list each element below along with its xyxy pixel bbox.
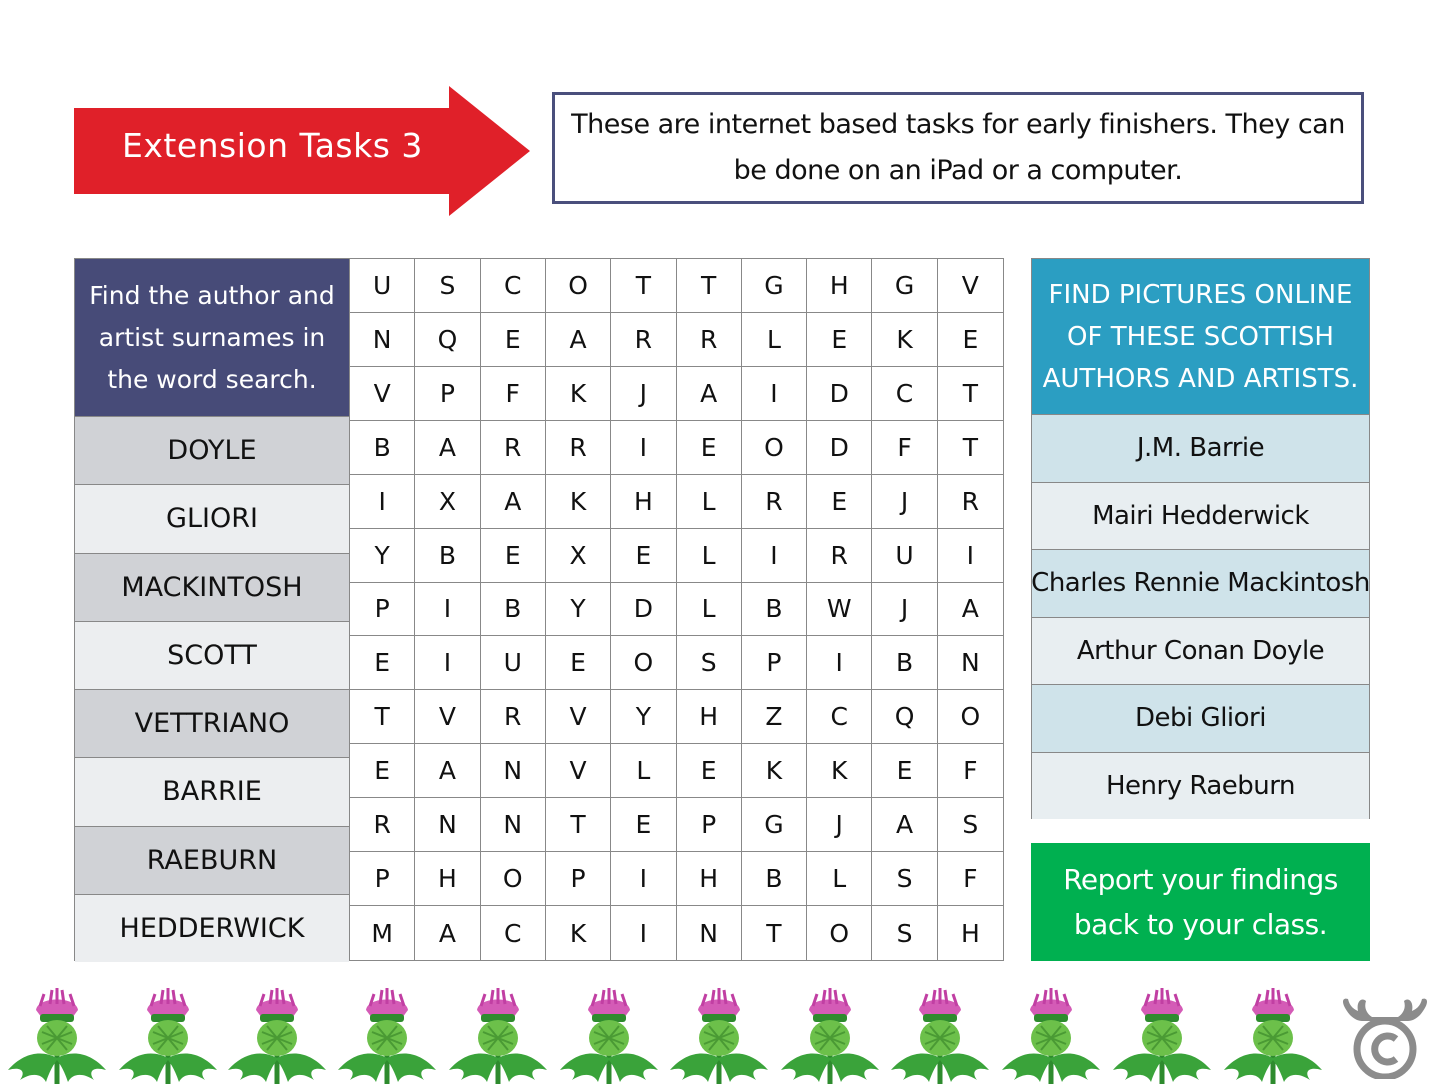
grid-cell: E <box>677 744 742 798</box>
person-name: J.M. Barrie <box>1032 414 1369 482</box>
extension-tasks-arrow <box>74 86 530 216</box>
person-name: Charles Rennie Mackintosh <box>1032 549 1369 617</box>
grid-cell: T <box>546 798 611 852</box>
grid-cell: T <box>611 259 676 313</box>
grid-cell: R <box>481 690 546 744</box>
grid-cell: V <box>350 367 415 421</box>
grid-cell: L <box>677 475 742 529</box>
grid-cell: I <box>742 529 807 583</box>
grid-cell: P <box>742 636 807 690</box>
grid-cell: E <box>350 636 415 690</box>
grid-cell: B <box>872 636 937 690</box>
grid-cell: Q <box>415 313 480 367</box>
grid-cell: O <box>742 421 807 475</box>
grid-cell: E <box>938 313 1003 367</box>
grid-cell: F <box>938 852 1003 906</box>
grid-cell: X <box>546 529 611 583</box>
grid-cell: Y <box>546 583 611 637</box>
grid-cell: N <box>938 636 1003 690</box>
grid-cell: N <box>677 906 742 960</box>
grid-cell: C <box>481 906 546 960</box>
grid-cell: D <box>807 421 872 475</box>
word-list-item: RAEBURN <box>75 826 349 894</box>
grid-cell: K <box>872 313 937 367</box>
grid-cell: J <box>807 798 872 852</box>
grid-cell: K <box>546 367 611 421</box>
thistle-icon <box>554 988 664 1084</box>
grid-cell: A <box>415 906 480 960</box>
grid-cell: E <box>611 798 676 852</box>
grid-cell: O <box>807 906 872 960</box>
info-text: These are internet based tasks for early finishers. They can be done on an iPad or a computer. <box>571 109 1345 186</box>
grid-cell: H <box>677 690 742 744</box>
word-list-item: GLIORI <box>75 484 349 552</box>
grid-cell: B <box>742 583 807 637</box>
thistle-icon <box>443 988 553 1084</box>
word-list-heading: Find the author and artist surnames in the word search. <box>75 259 349 416</box>
word-list-item: BARRIE <box>75 757 349 825</box>
grid-cell: I <box>742 367 807 421</box>
grid-cell: F <box>481 367 546 421</box>
grid-cell: G <box>872 259 937 313</box>
grid-cell: A <box>415 421 480 475</box>
grid-cell: C <box>872 367 937 421</box>
grid-cell: E <box>546 636 611 690</box>
grid-cell: O <box>611 636 676 690</box>
grid-cell: R <box>742 475 807 529</box>
grid-cell: L <box>611 744 676 798</box>
grid-cell: K <box>807 744 872 798</box>
person-name: Henry Raeburn <box>1032 752 1369 820</box>
grid-cell: U <box>872 529 937 583</box>
grid-cell: Y <box>611 690 676 744</box>
grid-cell: I <box>415 583 480 637</box>
find-pictures-panel <box>1031 258 1370 819</box>
grid-cell: M <box>350 906 415 960</box>
person-name: Mairi Hedderwick <box>1032 482 1369 550</box>
grid-cell: N <box>415 798 480 852</box>
grid-cell: R <box>481 421 546 475</box>
grid-cell: P <box>350 852 415 906</box>
grid-cell: R <box>807 529 872 583</box>
arrow-title: Extension Tasks 3 <box>122 126 423 165</box>
grid-cell: P <box>677 798 742 852</box>
thistle-icon <box>2 988 112 1084</box>
grid-cell: T <box>350 690 415 744</box>
grid-cell: F <box>938 744 1003 798</box>
word-list-item: MACKINTOSH <box>75 553 349 621</box>
grid-cell: E <box>872 744 937 798</box>
grid-cell: E <box>807 313 872 367</box>
grid-cell: X <box>415 475 480 529</box>
grid-cell: I <box>611 852 676 906</box>
grid-cell: I <box>938 529 1003 583</box>
grid-cell: R <box>546 421 611 475</box>
grid-cell: H <box>677 852 742 906</box>
grid-cell: A <box>872 798 937 852</box>
grid-cell: S <box>415 259 480 313</box>
word-list-panel <box>74 258 350 961</box>
thistle-icon <box>222 988 332 1084</box>
grid-cell: S <box>872 906 937 960</box>
thistle-icon <box>664 988 774 1084</box>
person-name: Arthur Conan Doyle <box>1032 617 1369 685</box>
grid-cell: S <box>677 636 742 690</box>
grid-cell: T <box>938 421 1003 475</box>
grid-cell: J <box>872 475 937 529</box>
thistle-icon <box>332 988 442 1084</box>
grid-cell: H <box>807 259 872 313</box>
grid-cell: V <box>415 690 480 744</box>
grid-cell: S <box>872 852 937 906</box>
grid-cell: J <box>872 583 937 637</box>
grid-cell: V <box>546 744 611 798</box>
grid-cell: B <box>481 583 546 637</box>
grid-cell: A <box>546 313 611 367</box>
grid-cell: N <box>481 744 546 798</box>
grid-cell: S <box>938 798 1003 852</box>
grid-cell: Q <box>872 690 937 744</box>
grid-cell: A <box>938 583 1003 637</box>
grid-cell: E <box>807 475 872 529</box>
grid-cell: B <box>742 852 807 906</box>
thistle-icon <box>996 988 1106 1084</box>
grid-cell: G <box>742 798 807 852</box>
grid-cell: W <box>807 583 872 637</box>
report-box <box>1031 843 1370 961</box>
grid-cell: B <box>415 529 480 583</box>
thistle-icon <box>1218 988 1328 1084</box>
grid-cell: R <box>677 313 742 367</box>
grid-cell: I <box>611 906 676 960</box>
grid-cell: H <box>415 852 480 906</box>
grid-cell: P <box>350 583 415 637</box>
word-list-item: SCOTT <box>75 621 349 689</box>
grid-cell: U <box>350 259 415 313</box>
grid-cell: L <box>742 313 807 367</box>
word-search-grid <box>349 258 1004 961</box>
grid-cell: R <box>350 798 415 852</box>
thistle-border <box>0 988 1445 1084</box>
grid-cell: K <box>546 906 611 960</box>
grid-cell: V <box>938 259 1003 313</box>
thistle-icon <box>113 988 223 1084</box>
grid-cell: P <box>415 367 480 421</box>
grid-cell: H <box>960 918 980 948</box>
grid-cell: L <box>807 852 872 906</box>
grid-cell: A <box>481 475 546 529</box>
grid-cell: A <box>677 367 742 421</box>
grid-cell: R <box>611 313 676 367</box>
grid-cell: C <box>481 259 546 313</box>
grid-cell: T <box>938 367 1003 421</box>
grid-cell: I <box>807 636 872 690</box>
grid-cell: D <box>807 367 872 421</box>
grid-cell: K <box>742 744 807 798</box>
grid-cell: E <box>677 421 742 475</box>
grid-cell: E <box>611 529 676 583</box>
grid-cell: O <box>938 690 1003 744</box>
thistle-icon <box>1107 988 1217 1084</box>
grid-cell: H <box>611 475 676 529</box>
moose-copyright-logo <box>1332 995 1438 1079</box>
grid-cell: C <box>807 690 872 744</box>
grid-cell: T <box>742 906 807 960</box>
grid-cell: P <box>546 852 611 906</box>
grid-cell: G <box>742 259 807 313</box>
grid-cell: J <box>611 367 676 421</box>
grid-cell: Z <box>742 690 807 744</box>
grid-cell: E <box>481 529 546 583</box>
find-pictures-heading: FIND PICTURES ONLINE OF THESE SCOTTISH AUTHORS AND ARTISTS. <box>1032 259 1369 414</box>
grid-cell: O <box>546 259 611 313</box>
grid-cell: V <box>546 690 611 744</box>
grid-cell: R <box>938 475 1003 529</box>
word-list-item: DOYLE <box>75 416 349 484</box>
grid-cell: L <box>677 583 742 637</box>
grid-cell: T <box>677 259 742 313</box>
grid-cell: I <box>611 421 676 475</box>
grid-cell: E <box>481 313 546 367</box>
thistle-icon <box>775 988 885 1084</box>
grid-cell: Y <box>350 529 415 583</box>
grid-cell: A <box>415 744 480 798</box>
grid-cell: E <box>350 744 415 798</box>
thistle-icon <box>885 988 995 1084</box>
grid-cell: O <box>481 852 546 906</box>
grid-cell: D <box>611 583 676 637</box>
report-text: Report your findings back to your class. <box>1063 863 1338 941</box>
grid-cell: K <box>546 475 611 529</box>
grid-cell: L <box>677 529 742 583</box>
word-list-item: VETTRIANO <box>75 689 349 757</box>
grid-cell: B <box>350 421 415 475</box>
grid-cell: F <box>872 421 937 475</box>
grid-cell: I <box>350 475 415 529</box>
info-box <box>552 92 1364 204</box>
grid-cell: I <box>415 636 480 690</box>
grid-cell: U <box>481 636 546 690</box>
word-list-item: HEDDERWICK <box>75 894 349 962</box>
grid-cell: N <box>481 798 546 852</box>
person-name: Debi Gliori <box>1032 684 1369 752</box>
grid-cell: N <box>350 313 415 367</box>
